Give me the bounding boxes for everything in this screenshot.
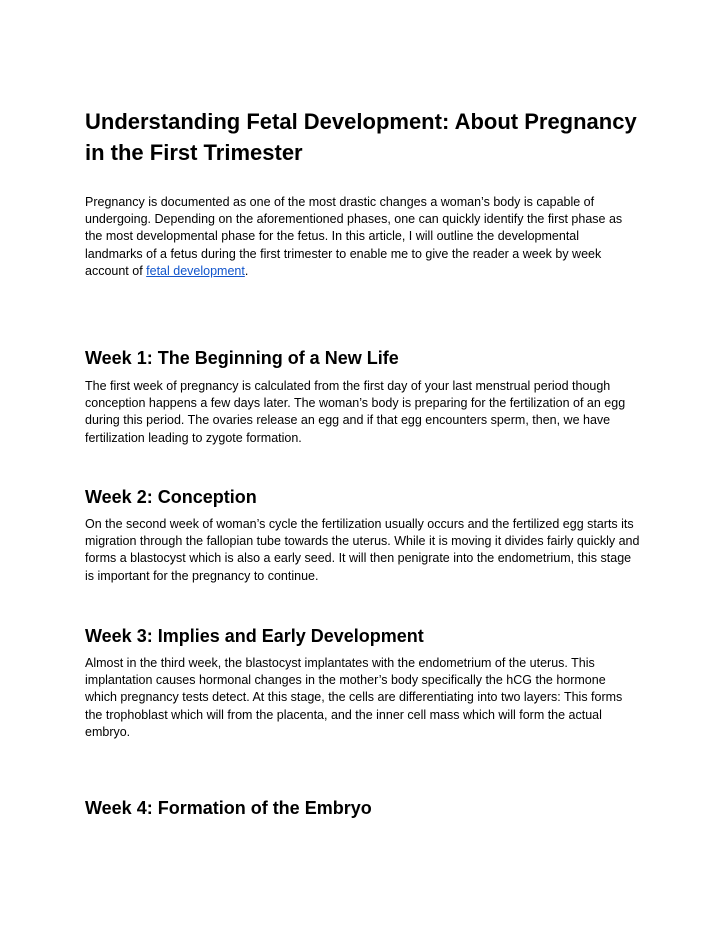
section-heading-week-3: Week 3: Implies and Early Development	[85, 626, 424, 646]
section-heading-week-4: Week 4: Formation of the Embryo	[85, 798, 372, 818]
intro-paragraph	[85, 194, 640, 280]
fetal-development-link[interactable]: fetal development	[146, 263, 245, 278]
intro-text-end: .	[244, 263, 249, 278]
document-title: Understanding Fetal Development: About Pregnancy in the First Trimester	[85, 109, 637, 165]
section-body-week-3: Almost in the third week, the blastocyst implantates with the endometrium of the uterus. This implantation causes hormonal changes in the mother’s body specifically the hCG the hormone which pregnancy tests detect. At this stage, the cells are differentiating into two layers: This forms the trophoblast which will from the placenta, and the inner cell mass which will form the actual embryo.	[85, 656, 623, 739]
section-heading-week-1: Week 1: The Beginning of a New Life	[85, 348, 399, 368]
section-body-week-2: On the second week of woman’s cycle the fertilization usually occurs and the fertilized egg starts its migration through the fallopian tube towards the uterus. While it is moving it divides fairly quickly and forms a blastocyst which is also a early seed. It will then penigrate into the endometrium, this stage is important for the pregnancy to continue.	[85, 517, 640, 583]
section-body-week-1: The first week of pregnancy is calculated from the first day of your last menstrual period though conception happens a few days later. The woman’s body is preparing for the fertilization of an egg during this period. The ovaries release an egg and if that egg encounters sperm, then, we have fertilization leading to zygote formation.	[85, 379, 626, 445]
intro-text: Pregnancy is documented as one of the most drastic changes a woman’s body is capable of undergoing. Depending on the aforementioned phases, one can quickly identify the first phase as the most developmental phase for the fetus. In this article, I will outline the developmental landmarks of a fetus during the first trimester to enable me to give the reader a week by week account of	[85, 195, 623, 278]
section-heading-week-2: Week 2: Conception	[85, 487, 257, 507]
